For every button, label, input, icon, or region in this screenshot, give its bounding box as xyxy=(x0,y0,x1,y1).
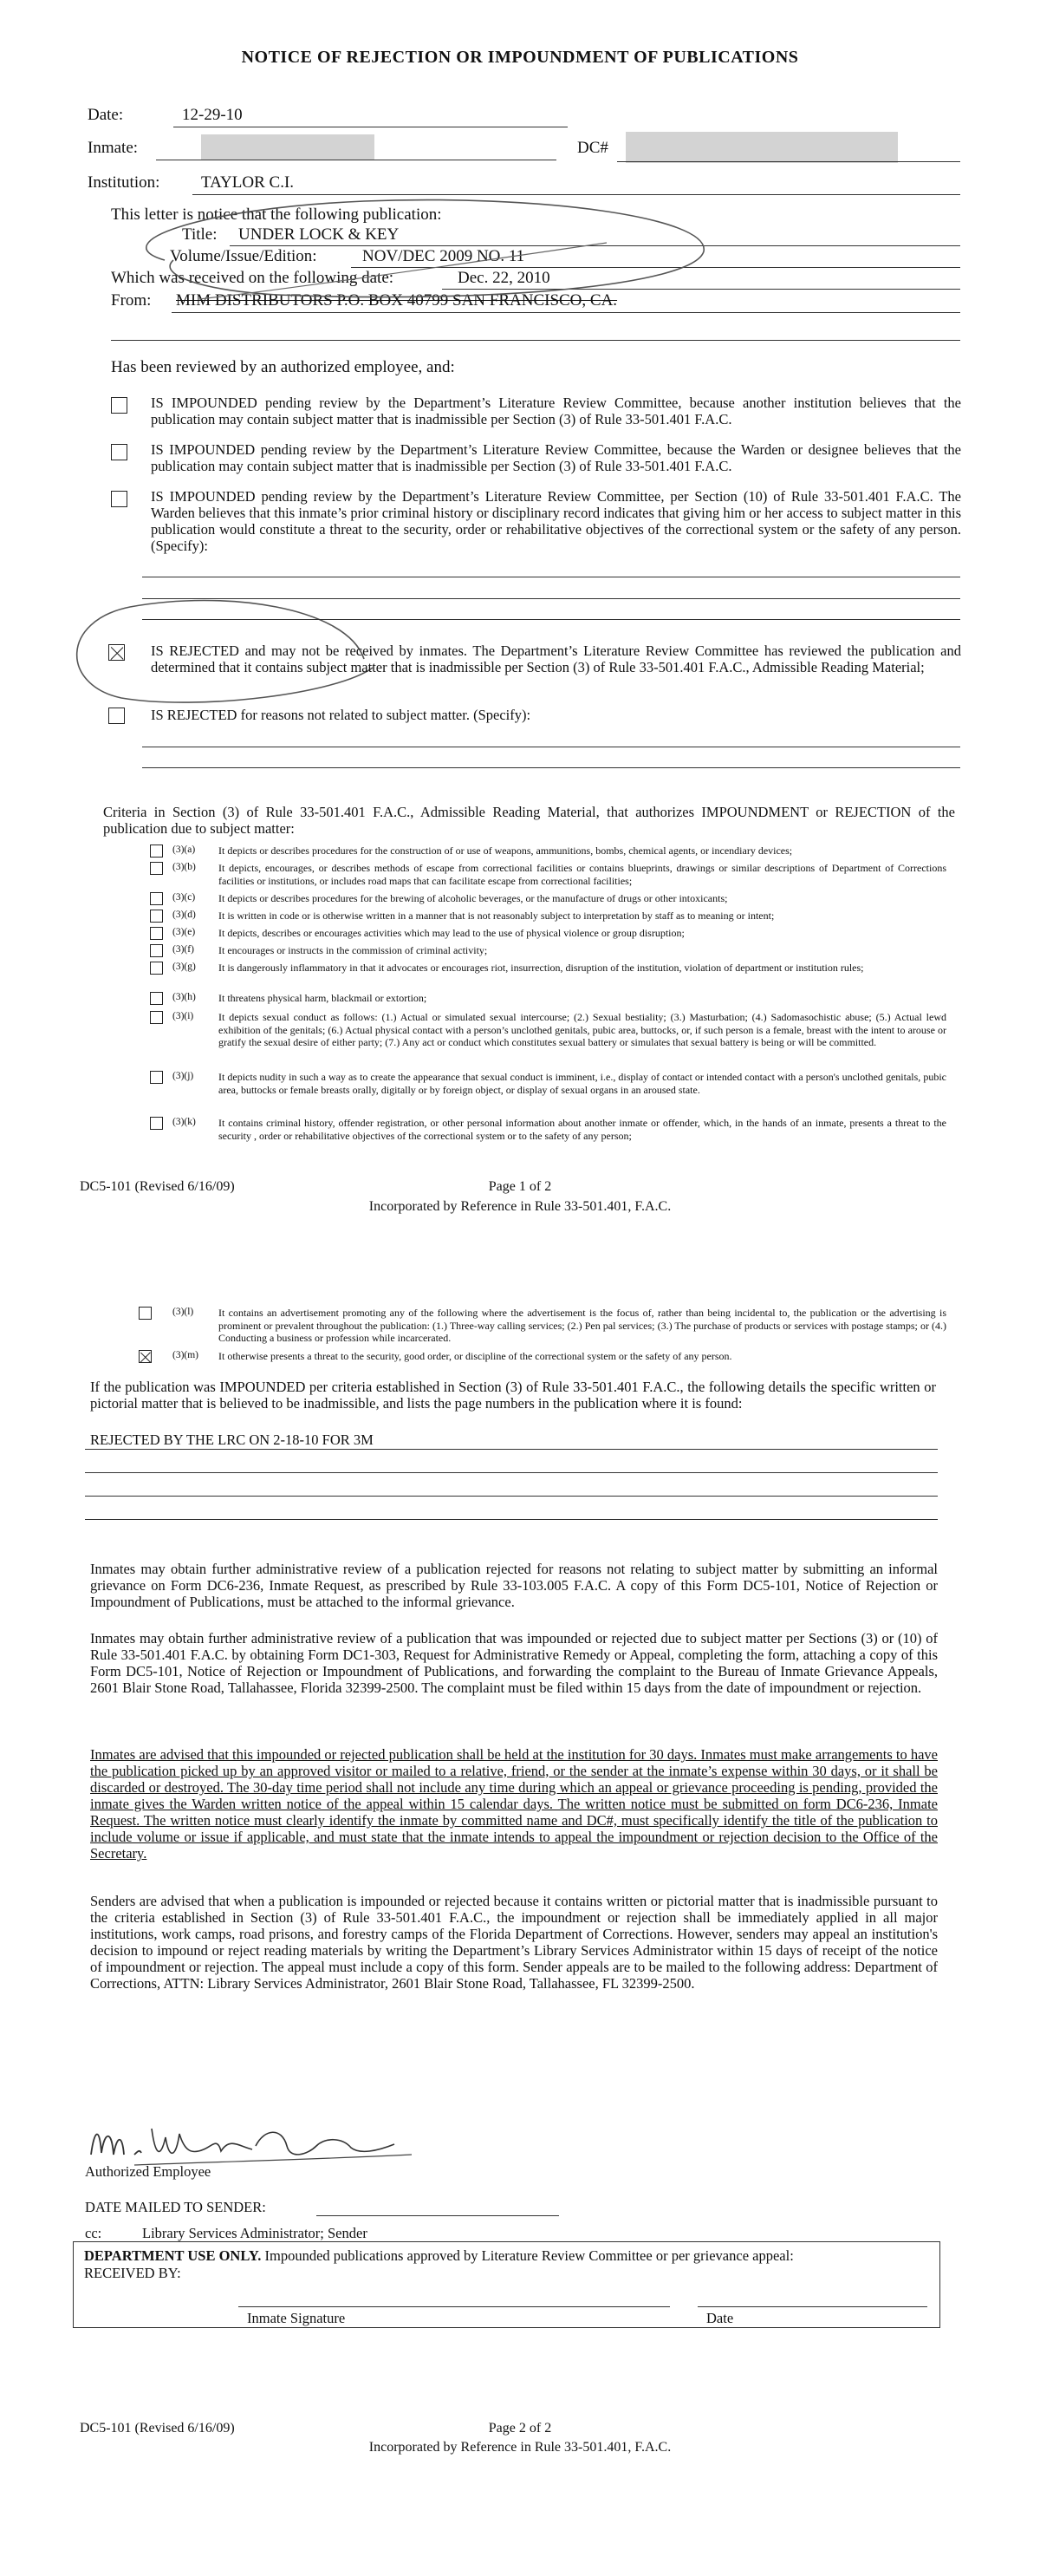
criteria-i-code: (3)(i) xyxy=(172,1011,194,1021)
specify-line-3 xyxy=(142,619,960,620)
criteria-b-text: It depicts, encourages, or describes methods of escape from correctional facilities or contains blueprints, drawings or similar descriptions of Department of Corrections facilities or institutions, or includes road maps that can facilitate escape from correctional facilities; xyxy=(218,862,946,887)
received-value: Dec. 22, 2010 xyxy=(458,269,550,287)
details-line-2 xyxy=(85,1472,938,1473)
impounded-details: REJECTED BY THE LRC ON 2-18-10 FOR 3M xyxy=(90,1431,374,1448)
criteria-f-checkbox[interactable] xyxy=(150,944,163,957)
criteria-k-code: (3)(k) xyxy=(172,1117,196,1127)
criteria-d-code: (3)(d) xyxy=(172,910,196,920)
details-line-3 xyxy=(85,1496,938,1497)
title-label: Title: xyxy=(182,225,218,244)
date-signature-label: Date xyxy=(706,2310,734,2326)
received-by-label: RECEIVED BY: xyxy=(84,2265,181,2281)
criteria-c-code: (3)(c) xyxy=(172,892,196,903)
date-value: 12-29-10 xyxy=(182,106,243,124)
institution-label: Institution: xyxy=(88,173,160,192)
criteria-d-text: It is written in code or is otherwise written in a manner that is not reasonably subject to interpretation by staff as to meaning or intent; xyxy=(218,910,775,922)
criteria-i-checkbox[interactable] xyxy=(150,1011,163,1024)
option-1-text: IS IMPOUNDED pending review by the Department’s Literature Review Committee, because another institution believes that the publication may contain subject matter that is inadmissible per Section (3) of Rule 33-501.401 F.A.C. xyxy=(151,395,961,427)
department-use-text xyxy=(84,2247,794,2264)
page1-footer-page: Page 1 of 2 xyxy=(488,1179,552,1194)
criteria-g-code: (3)(g) xyxy=(172,962,196,972)
criteria-c-checkbox[interactable] xyxy=(150,892,163,905)
criteria-l-checkbox[interactable] xyxy=(139,1307,152,1320)
criteria-h-code: (3)(h) xyxy=(172,992,196,1002)
cc-label: cc: xyxy=(85,2225,102,2241)
criteria-l-text: It contains an advertisement promoting any of the following where the advertisement is the focus of, rather than being incidental to, the publication or the advertising is prominent or prevalent throughout the publication: (1.) Three-way calling services; (2.) Pen pal services; (3.) The purchase of products or services with postage stamps; or (4.) Conducting a business or profession while incarcerated. xyxy=(218,1307,946,1344)
date-label: Date: xyxy=(88,106,124,124)
option-4-checkbox-checked[interactable] xyxy=(108,644,125,661)
criteria-i-text: It depicts sexual conduct as follows: (1.) Actual or simulated sexual intercourse; (2.) Sexual bestiality; (3.) Masturbation; (4.) Sadomasochistic abuse; (5.) Actual lewd exhibition of the genitals; (6.) Actual physical contact with a person’s unclothed genitals, pubic area, buttocks, or, if such person is a female, breast with the intent to arouse or gratify the sexual desire of either party; (7.) Any act or conduct which constitutes sexual battery or simulates that sexual battery is being or will be committed. xyxy=(218,1011,946,1048)
criteria-intro: Criteria in Section (3) of Rule 33-501.401 F.A.C., Admissible Reading Material, that authorizes IMPOUNDMENT or REJECTION of the publication due to subject matter: xyxy=(103,804,955,837)
criteria-j-code: (3)(j) xyxy=(172,1071,194,1081)
department-use-description: Impounded publications approved by Literature Review Committee or per grievance appeal: xyxy=(264,2247,794,2264)
volume-label: Volume/Issue/Edition: xyxy=(170,247,317,265)
criteria-e-code: (3)(e) xyxy=(172,927,196,937)
criteria-d-checkbox[interactable] xyxy=(150,910,163,923)
criteria-e-text: It depicts, describes or encourages activities which may lead to the use of physical violence or group disruption; xyxy=(218,927,685,939)
inmate-signature-line xyxy=(238,2306,670,2307)
reviewed-text: Has been reviewed by an authorized employee, and: xyxy=(111,358,455,376)
review-paragraph-2: Inmates may obtain further administrative review of a publication that was impounded or rejected due to subject matter per Sections (3) or (10) of Rule 33-501.401 F.A.C. by obtaining Form DC1-303, Request for Administrative Remedy or Appeal, completing the form, attaching a copy of this Form DC5-101, Notice of Rejection or Impoundment of Publications, and forwarding the complaint to the Bureau of Inmate Grievance Appeals, 2601 Blair Stone Road, Tallahassee, Florida 32399-2500. The complaint must be filed within 15 days from the date of impoundment or rejection. xyxy=(90,1630,938,1696)
dc-label: DC# xyxy=(577,139,608,157)
criteria-l-code: (3)(l) xyxy=(172,1307,194,1317)
criteria-g-checkbox[interactable] xyxy=(150,962,163,975)
senders-paragraph: Senders are advised that when a publication is impounded or rejected because it contains written or pictorial matter that is inadmissible pursuant to the criteria established in Section (3) of Rule 33-501.401 F.A.C., the impoundment or rejection shall be immediately applied in all major institutions, work camps, road prisons, and forestry camps of the Florida Department of Corrections. However, senders may appeal an institution's decision to impound or reject reading materials by writing the Department’s Library Services Administrator within 15 days of receipt of the notice of impoundment or rejection. The appeal must include a copy of this form. Sender appeals are to be mailed to the following address: Department of Corrections, ATTN: Library Services Administrator, 2601 Blair Stone Road, Tallahassee, FL 32399-2500. xyxy=(90,1893,938,1992)
date-signature-line xyxy=(698,2306,927,2307)
page1-footer-ref: Incorporated by Reference in Rule 33-501.401, F.A.C. xyxy=(368,1199,672,1214)
from-label: From: xyxy=(111,291,152,310)
criteria-a-text: It depicts or describes procedures for the construction of or use of weapons, ammunitions, bombs, chemical agents, or incendiary devices; xyxy=(218,845,793,857)
page-title: NOTICE OF REJECTION OR IMPOUNDMENT OF PUBLICATIONS xyxy=(241,48,799,67)
criteria-h-checkbox[interactable] xyxy=(150,992,163,1005)
authorized-employee-label: Authorized Employee xyxy=(85,2163,211,2180)
option-2-text: IS IMPOUNDED pending review by the Department’s Literature Review Committee, because the Warden or designee believes that the publication may contain subject matter that is inadmissible per Section (3) of Rule 33-501.401 F.A.C. xyxy=(151,441,961,474)
hold-notice-paragraph: Inmates are advised that this impounded or rejected publication shall be held at the institution for 30 days. Inmates must make arrangements to have the publication picked up by an approved visitor or mailed to a relative, friend, or the sender at the inmate’s expense within 30 days, or it shall be discarded or destroyed. The 30-day time period shall not include any time during which an appeal or grievance proceeding is pending, provided the inmate gives the Warden written notice of the appeal within 15 calendar days. The written notice must be submitted on form DC6-236, Inmate Request. The written notice must clearly identify the inmate by committed name and DC#, must specifically identify the title of the publication to include volume or issue if applicable, and must state that the inmate intends to appeal the impoundment or rejection decision to the Office of the Secretary. xyxy=(90,1746,938,1862)
department-use-heading: DEPARTMENT USE ONLY. xyxy=(84,2247,262,2264)
details-line-1 xyxy=(85,1449,938,1450)
page1-footer-form: DC5-101 (Revised 6/16/09) xyxy=(80,1179,235,1194)
cc-value: Library Services Administrator; Sender xyxy=(142,2225,367,2241)
option-5-checkbox[interactable] xyxy=(108,708,125,724)
criteria-m-checkbox-checked[interactable] xyxy=(139,1350,152,1363)
criteria-j-text: It depicts nudity in such a way as to create the appearance that sexual conduct is imminent, i.e., display of contact or intended contact with a person's unclothed genitals, pubic area, buttocks or female breasts orally, digitally or by foreign object, or display of sexual organs in an aroused state. xyxy=(218,1071,946,1096)
option-5-text: IS REJECTED for reasons not related to subject matter. (Specify): xyxy=(151,707,531,723)
criteria-b-code: (3)(b) xyxy=(172,862,196,872)
criteria-a-checkbox[interactable] xyxy=(150,845,163,858)
criteria-c-text: It depicts or describes procedures for the brewing of alcoholic beverages, or the manufacture of drugs or other intoxicants; xyxy=(218,892,728,904)
criteria-b-checkbox[interactable] xyxy=(150,862,163,875)
option-3-text: IS IMPOUNDED pending review by the Department’s Literature Review Committee, per Section (10) of Rule 33-501.401 F.A.C. The Warden believes that this inmate’s prior criminal history or disciplinary record indicates that giving him or her access to subject matter in this publication would constitute a threat to the security, order or rehabilitative objectives of the correctional system or the safety of any person. (Specify): xyxy=(151,488,961,554)
date-mailed-label: DATE MAILED TO SENDER: xyxy=(85,2199,266,2215)
criteria-f-text: It encourages or instructs in the commission of criminal activity; xyxy=(218,944,488,956)
details-line-4 xyxy=(85,1519,938,1520)
option-2-checkbox[interactable] xyxy=(111,444,127,460)
inmate-label: Inmate: xyxy=(88,139,139,157)
criteria-j-checkbox[interactable] xyxy=(150,1071,163,1084)
criteria-f-code: (3)(f) xyxy=(172,944,194,955)
page2-footer-form: DC5-101 (Revised 6/16/09) xyxy=(80,2421,235,2436)
page2-footer-page: Page 2 of 2 xyxy=(488,2421,552,2436)
specify-line-5 xyxy=(142,767,960,768)
criteria-a-code: (3)(a) xyxy=(172,845,196,855)
specify-line-2 xyxy=(142,598,960,599)
letter-intro: This letter is notice that the following publication: xyxy=(111,205,442,224)
criteria-h-text: It threatens physical harm, blackmail or extortion; xyxy=(218,992,427,1004)
criteria-g-text: It is dangerously inflammatory in that it advocates or encourages riot, insurrection, disruption of the institution, violation of department or institution rules; xyxy=(218,962,864,974)
option-1-checkbox[interactable] xyxy=(111,397,127,414)
received-label: Which was received on the following date: xyxy=(111,269,394,287)
impounded-instructions: If the publication was IMPOUNDED per criteria established in Section (3) of Rule 33-501.401 F.A.C., the following details the specific written or pictorial matter that is believed to be inadmissible, and lists the page numbers in the publication where it is found: xyxy=(90,1379,936,1412)
from-value: MIM DISTRIBUTORS P.O. BOX 40799 SAN FRANCISCO, CA. xyxy=(176,291,618,310)
inmate-signature-label: Inmate Signature xyxy=(247,2310,346,2326)
page2-footer-ref: Incorporated by Reference in Rule 33-501.401, F.A.C. xyxy=(368,2440,672,2455)
volume-value: NOV/DEC 2009 NO. 11 xyxy=(362,247,525,265)
criteria-e-checkbox[interactable] xyxy=(150,927,163,940)
institution-value: TAYLOR C.I. xyxy=(201,173,295,192)
option-3-checkbox[interactable] xyxy=(111,491,127,507)
title-value: UNDER LOCK & KEY xyxy=(238,225,400,244)
review-paragraph-1: Inmates may obtain further administrative review of a publication rejected for reasons not relating to subject matter by submitting an informal grievance on Form DC6-236, Inmate Request, as prescribed by Rule 33-103.005 F.A.C. A copy of this Form DC5-101, Notice of Rejection or Impoundment of Publications, must be attached to the informal grievance. xyxy=(90,1561,938,1610)
criteria-k-text: It contains criminal history, offender registration, or other personal information about another inmate or offender, which, in the hands of an inmate, presents a threat to the security , order or rehabilitative objectives of the correctional system or to the safety of any person; xyxy=(218,1117,946,1142)
criteria-m-code: (3)(m) xyxy=(172,1350,199,1360)
date-mailed-line xyxy=(316,2215,559,2216)
criteria-k-checkbox[interactable] xyxy=(150,1117,163,1130)
option-4-text: IS REJECTED and may not be received by inmates. The Department’s Literature Review Committee has reviewed the publication and determined that it contains subject matter that is inadmissible per Section (3) of Rule 33-501.401 F.A.C., Admissible Reading Material; xyxy=(151,642,961,675)
department-use-box xyxy=(73,2241,940,2328)
criteria-m-text: It otherwise presents a threat to the security, good order, or discipline of the correctional system or the safety of any person. xyxy=(218,1350,732,1362)
